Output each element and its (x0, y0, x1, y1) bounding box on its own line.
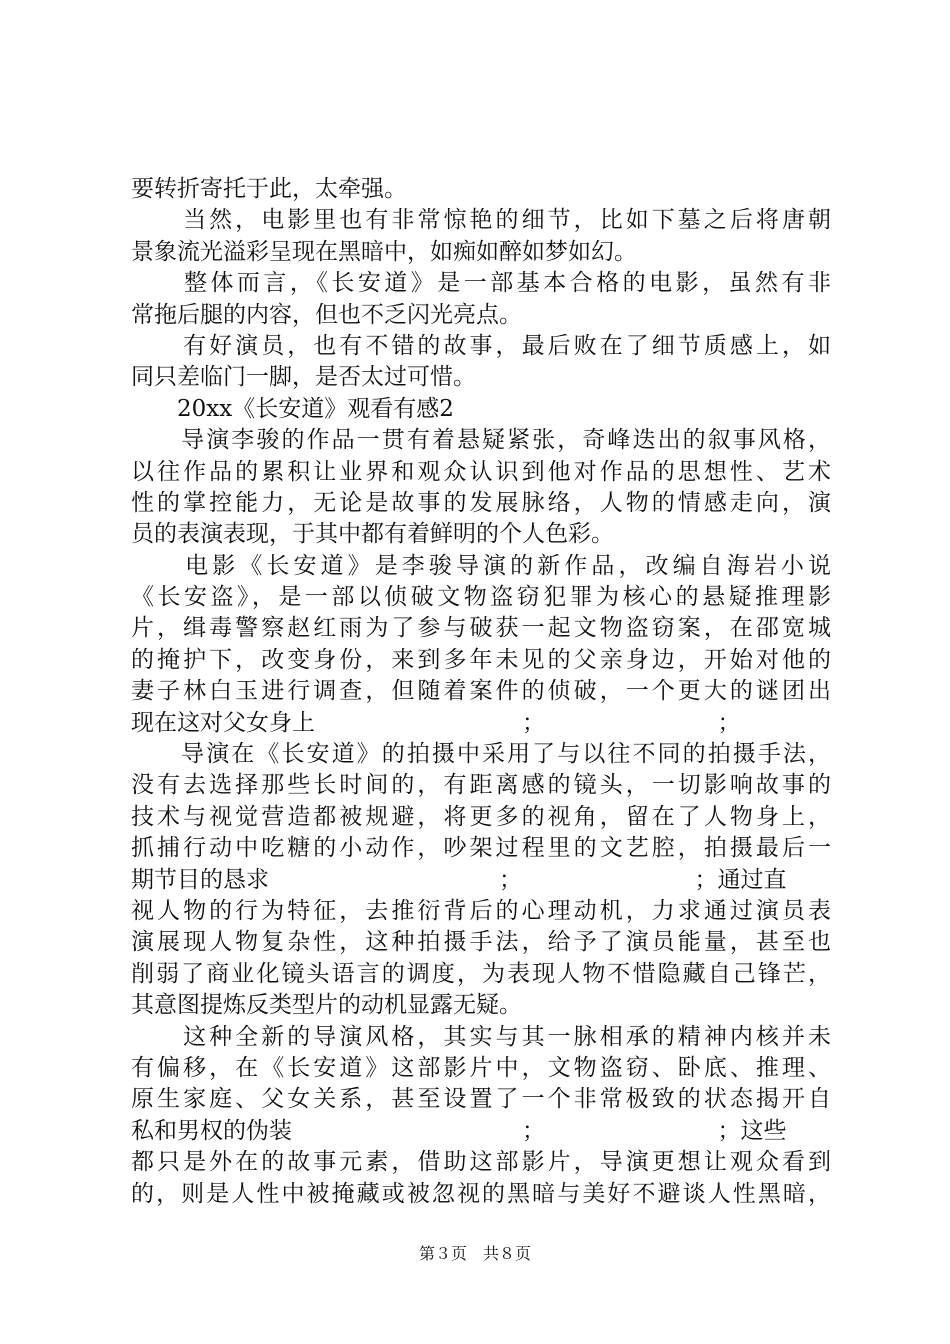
text-line: 导演在《长安道》的拍摄中采用了与以往不同的拍摄手法， (131, 741, 831, 768)
text-line: 抓捕行动中吃糖的小动作，吵架过程里的文艺腔，拍摄最后一 (131, 835, 831, 862)
text-line: 导演李骏的作品一贯有着悬疑紧张，奇峰迭出的叙事风格， (131, 427, 831, 454)
text-line: 都只是外在的故事元素，借助这部影片，导演更想让观众看到 (131, 1149, 831, 1176)
text-line: 现在这对父女身上 ； ； (131, 709, 741, 736)
text-line: 其意图提炼反类型片的动机显露无疑。 (131, 992, 522, 1019)
text-line: 的，则是人性中被掩藏或被忽视的黑暗与美好不避谈人性黑暗， (131, 1180, 831, 1207)
text-line: 原生家庭、父女关系，甚至设置了一个非常极致的状态揭开自 (131, 1086, 831, 1113)
text-line: 视人物的行为特征，去推衍背后的心理动机，力求通过演员表 (131, 897, 831, 924)
text-line: 有偏移，在《长安道》这部影片中，文物盗窃、卧底、推理、 (131, 1054, 831, 1081)
text-line: 《长安盗》，是一部以侦破文物盗窃犯罪为核心的悬疑推理影 (131, 584, 831, 611)
section-heading: 20xx《长安道》观看有感2 (131, 395, 454, 422)
text-line: 员的表演表现，于其中都有着鲜明的个人色彩。 (131, 521, 614, 548)
text-line: 性的掌控能力，无论是故事的发展脉络，人物的情感走向，演 (131, 489, 831, 516)
text-line: 常拖后腿的内容，但也不乏闪光亮点。 (131, 301, 522, 328)
text-line: 的掩护下，改变身份，来到多年未见的父亲身边，开始对他的 (131, 646, 831, 673)
text-line: 以往作品的累积让业界和观众认识到他对作品的思想性、艺术 (131, 458, 831, 485)
text-line: 削弱了商业化镜头语言的调度，为表现人物不惜隐藏自己锋芒， (131, 960, 831, 987)
text-line: 有好演员，也有不错的故事，最后败在了细节质感上，如 (131, 332, 831, 359)
text-line: 整体而言，《长安道》是一部基本合格的电影，虽然有非 (131, 270, 831, 297)
text-line: 当然，电影里也有非常惊艳的细节，比如下墓之后将唐朝 (131, 207, 831, 234)
text-line: 妻子林白玉进行调查，但随着案件的侦破，一个更大的谜团出 (131, 678, 831, 705)
text-line: 片，缉毒警察赵红雨为了参与破获一起文物盗窃案，在邵宽城 (131, 615, 831, 642)
text-line: 景象流光溢彩呈现在黑暗中，如痴如醉如梦如幻。 (131, 238, 637, 265)
text-line: 期节目的恳求 ； ；通过直 (131, 866, 787, 893)
text-line: 电影《长安道》是李骏导演的新作品，改编自海岩小说 (131, 552, 831, 579)
text-line: 这种全新的导演风格，其实与其一脉相承的精神内核并未 (131, 1023, 831, 1050)
text-line: 演展现人物复杂性，这种拍摄手法，给予了演员能量，甚至也 (131, 929, 831, 956)
page-footer: 第３页 共８页 (418, 1244, 531, 1263)
text-line: 私和男权的伪装 ； ；这些 (131, 1117, 787, 1144)
text-line: 没有去选择那些长时间的，有距离感的镜头，一切影响故事的 (131, 772, 831, 799)
text-line: 要转折寄托于此，太牵强。 (131, 176, 407, 202)
body-text (131, 174, 831, 1210)
text-line: 同只差临门一脚，是否太过可惜。 (131, 364, 476, 391)
text-line: 技术与视觉营造都被规避，将更多的视角，留在了人物身上， (131, 803, 831, 830)
